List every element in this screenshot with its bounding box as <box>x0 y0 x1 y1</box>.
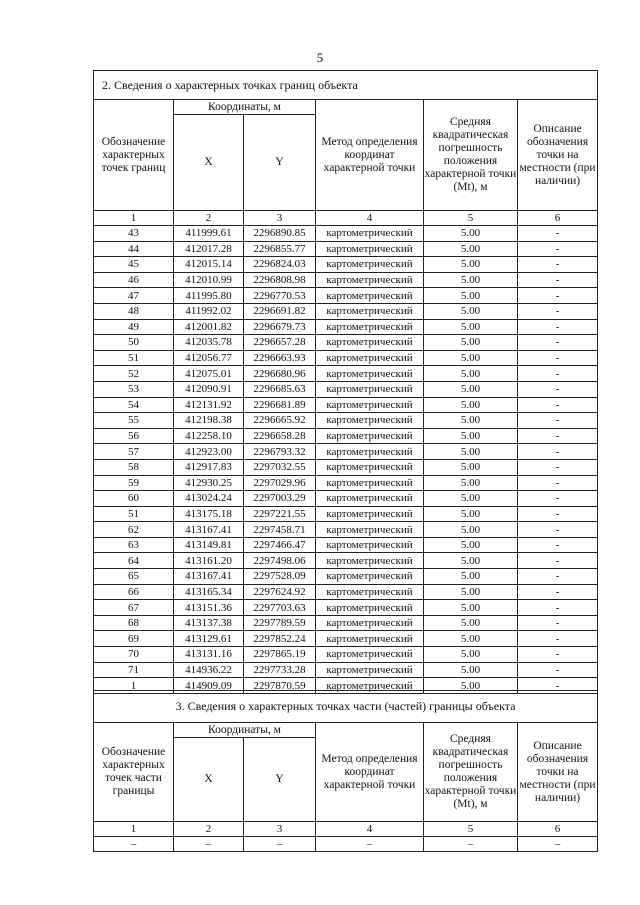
coord-x-cell: 414909.09 <box>174 678 244 694</box>
col-num: 3 <box>244 822 316 837</box>
table-row <box>94 381 598 397</box>
coord-x-cell: 412015.14 <box>174 257 244 273</box>
coord-x-cell: 413149.81 <box>174 537 244 553</box>
description-cell: - <box>518 335 598 351</box>
method-cell: картометрический <box>316 537 424 553</box>
coord-x-cell: 414936.22 <box>174 662 244 678</box>
coord-y-cell: 2296890.85 <box>244 226 316 242</box>
table-row <box>94 319 598 335</box>
error-cell: 5.00 <box>424 459 518 475</box>
description-cell: - <box>518 662 598 678</box>
header-coords: Координаты, м <box>174 100 316 115</box>
point-id-cell: 51 <box>94 350 174 366</box>
description-cell: - <box>518 288 598 304</box>
table-row <box>94 584 598 600</box>
point-id-cell: 44 <box>94 241 174 257</box>
error-cell: 5.00 <box>424 506 518 522</box>
description-cell: - <box>518 350 598 366</box>
method-cell: картометрический <box>316 319 424 335</box>
coord-x-cell: 412131.92 <box>174 397 244 413</box>
method-cell: картометрический <box>316 241 424 257</box>
coord-x-cell: 413151.36 <box>174 600 244 616</box>
header-method: Метод определения координат характерной точки <box>316 100 424 211</box>
col-num: 5 <box>424 822 518 837</box>
coord-y-cell: 2296824.03 <box>244 257 316 273</box>
coord-y-cell: 2296681.89 <box>244 397 316 413</box>
coord-x-cell: 412923.00 <box>174 444 244 460</box>
coord-y-cell: 2296680.96 <box>244 366 316 382</box>
coord-y-cell: 2296691.82 <box>244 303 316 319</box>
error-cell: 5.00 <box>424 241 518 257</box>
coord-x-cell: 412917.83 <box>174 459 244 475</box>
header-method: Метод определения координат характерной точки <box>316 723 424 822</box>
point-id-cell: 56 <box>94 428 174 444</box>
method-cell: картометрический <box>316 444 424 460</box>
boundary-points-table <box>93 70 598 694</box>
method-cell: картометрический <box>316 413 424 429</box>
point-id-cell: 63 <box>94 537 174 553</box>
table-row <box>94 569 598 585</box>
section-3-title: 3. Сведения о характерных точках части (частей) границы объекта <box>94 691 598 723</box>
table-row <box>94 837 598 852</box>
header-coords: Координаты, м <box>174 723 316 738</box>
method-cell: картометрический <box>316 226 424 242</box>
coord-y-cell: 2297852.24 <box>244 631 316 647</box>
table-row <box>94 506 598 522</box>
point-id-cell: 48 <box>94 303 174 319</box>
method-cell: картометрический <box>316 678 424 694</box>
coord-y-cell: 2297003.29 <box>244 491 316 507</box>
coord-y-cell: 2296665.92 <box>244 413 316 429</box>
coord-x-cell: 412090.91 <box>174 381 244 397</box>
method-cell: картометрический <box>316 350 424 366</box>
error-cell: 5.00 <box>424 522 518 538</box>
table-row <box>94 413 598 429</box>
description-cell: - <box>518 553 598 569</box>
table-row <box>94 553 598 569</box>
coord-y-cell: 2297498.06 <box>244 553 316 569</box>
header-point: Обозначение характерных точек границ <box>94 100 174 211</box>
coord-y-cell: 2296663.93 <box>244 350 316 366</box>
description-cell: - <box>518 381 598 397</box>
coord-x-cell: 413131.16 <box>174 647 244 663</box>
error-cell: 5.00 <box>424 226 518 242</box>
description-cell: - <box>518 444 598 460</box>
point-id-cell: 50 <box>94 335 174 351</box>
coord-x-cell: 413129.61 <box>174 631 244 647</box>
table-row <box>94 647 598 663</box>
point-id-cell: 60 <box>94 491 174 507</box>
coord-x-cell: 412017.28 <box>174 241 244 257</box>
table-row <box>94 491 598 507</box>
method-cell: картометрический <box>316 522 424 538</box>
error-cell: 5.00 <box>424 444 518 460</box>
table-row <box>94 631 598 647</box>
method-cell: картометрический <box>316 615 424 631</box>
method-cell: картометрический <box>316 366 424 382</box>
error-cell: 5.00 <box>424 615 518 631</box>
table-row <box>94 397 598 413</box>
header-error: Средняя квадратическая погрешность положения характерной точки (Mt), м <box>424 723 518 822</box>
table-row <box>94 537 598 553</box>
coord-x-cell: 411992.02 <box>174 303 244 319</box>
point-id-cell: 71 <box>94 662 174 678</box>
error-cell: 5.00 <box>424 647 518 663</box>
method-cell: картометрический <box>316 475 424 491</box>
col-num: 2 <box>174 211 244 226</box>
table-row <box>94 615 598 631</box>
coord-y-cell: 2297733.28 <box>244 662 316 678</box>
error-cell: 5.00 <box>424 475 518 491</box>
error-cell: 5.00 <box>424 553 518 569</box>
col-num: 6 <box>518 822 598 837</box>
error-cell: 5.00 <box>424 491 518 507</box>
point-id-cell: 69 <box>94 631 174 647</box>
error-cell: 5.00 <box>424 303 518 319</box>
header-y: Y <box>244 115 316 211</box>
point-id-cell: 55 <box>94 413 174 429</box>
coord-x-cell: 411999.61 <box>174 226 244 242</box>
description-cell: - <box>518 537 598 553</box>
description-cell: - <box>518 428 598 444</box>
description-cell: - <box>518 569 598 585</box>
table-row <box>94 335 598 351</box>
coord-x-cell: – <box>174 837 244 852</box>
coord-y-cell: 2297029.96 <box>244 475 316 491</box>
header-description: Описание обозначения точки на местности (при наличии) <box>518 723 598 822</box>
coord-y-cell: 2296808.98 <box>244 272 316 288</box>
point-id-cell: 67 <box>94 600 174 616</box>
table-row <box>94 662 598 678</box>
error-cell: 5.00 <box>424 600 518 616</box>
method-cell: картометрический <box>316 257 424 273</box>
coord-y-cell: 2296657.28 <box>244 335 316 351</box>
coord-x-cell: 412075.01 <box>174 366 244 382</box>
point-id-cell: 64 <box>94 553 174 569</box>
error-cell: – <box>424 837 518 852</box>
table-row <box>94 366 598 382</box>
point-id-cell: 53 <box>94 381 174 397</box>
description-cell: - <box>518 257 598 273</box>
coord-y-cell: 2297870.59 <box>244 678 316 694</box>
table-row <box>94 241 598 257</box>
header-point: Обозначение характерных точек части границы <box>94 723 174 822</box>
method-cell: картометрический <box>316 272 424 288</box>
header-description: Описание обозначения точки на местности (при наличии) <box>518 100 598 211</box>
coord-y-cell: 2297624.92 <box>244 584 316 600</box>
point-id-cell: 46 <box>94 272 174 288</box>
table-row <box>94 522 598 538</box>
coord-y-cell: 2296658.28 <box>244 428 316 444</box>
error-cell: 5.00 <box>424 366 518 382</box>
table-row <box>94 257 598 273</box>
description-cell: - <box>518 522 598 538</box>
coord-x-cell: 413167.41 <box>174 522 244 538</box>
coord-y-cell: 2297789.59 <box>244 615 316 631</box>
description-cell: - <box>518 475 598 491</box>
description-cell: - <box>518 491 598 507</box>
description-cell: - <box>518 272 598 288</box>
point-id-cell: 52 <box>94 366 174 382</box>
point-id-cell: 65 <box>94 569 174 585</box>
col-num: 5 <box>424 211 518 226</box>
error-cell: 5.00 <box>424 428 518 444</box>
description-cell: - <box>518 600 598 616</box>
table-row <box>94 428 598 444</box>
coord-x-cell: 411995.80 <box>174 288 244 304</box>
description-cell: - <box>518 631 598 647</box>
table-row <box>94 600 598 616</box>
coord-x-cell: 412258.10 <box>174 428 244 444</box>
method-cell: картометрический <box>316 459 424 475</box>
method-cell: картометрический <box>316 553 424 569</box>
method-cell: картометрический <box>316 662 424 678</box>
point-id-cell: 1 <box>94 678 174 694</box>
point-id-cell: 54 <box>94 397 174 413</box>
error-cell: 5.00 <box>424 335 518 351</box>
col-num: 2 <box>174 822 244 837</box>
column-number-row <box>94 211 598 226</box>
coord-y-cell: 2297458.71 <box>244 522 316 538</box>
error-cell: 5.00 <box>424 678 518 694</box>
method-cell: картометрический <box>316 569 424 585</box>
table-row <box>94 272 598 288</box>
coord-x-cell: 413161.20 <box>174 553 244 569</box>
point-id-cell: 58 <box>94 459 174 475</box>
coord-y-cell: 2297865.19 <box>244 647 316 663</box>
error-cell: 5.00 <box>424 319 518 335</box>
header-y: Y <box>244 738 316 822</box>
header-x: X <box>174 738 244 822</box>
coord-x-cell: 412001.82 <box>174 319 244 335</box>
coord-y-cell: 2297032.55 <box>244 459 316 475</box>
table-row <box>94 350 598 366</box>
description-cell: - <box>518 413 598 429</box>
description-cell: - <box>518 506 598 522</box>
description-cell: - <box>518 459 598 475</box>
method-cell: картометрический <box>316 335 424 351</box>
description-cell: - <box>518 647 598 663</box>
coord-y-cell: 2296685.63 <box>244 381 316 397</box>
point-id-cell: 59 <box>94 475 174 491</box>
coord-x-cell: 413167.41 <box>174 569 244 585</box>
point-id-cell: 49 <box>94 319 174 335</box>
coord-x-cell: 412198.38 <box>174 413 244 429</box>
coord-x-cell: 413024.24 <box>174 491 244 507</box>
header-error: Средняя квадратическая погрешность положения характерной точки (Mt), м <box>424 100 518 211</box>
col-num: 1 <box>94 211 174 226</box>
error-cell: 5.00 <box>424 537 518 553</box>
method-cell: картометрический <box>316 600 424 616</box>
description-cell: - <box>518 397 598 413</box>
error-cell: 5.00 <box>424 569 518 585</box>
method-cell: картометрический <box>316 303 424 319</box>
description-cell: - <box>518 303 598 319</box>
part-boundary-points-table <box>93 690 598 852</box>
point-id-cell: 47 <box>94 288 174 304</box>
point-id-cell: 70 <box>94 647 174 663</box>
coord-x-cell: 412010.99 <box>174 272 244 288</box>
col-num: 4 <box>316 211 424 226</box>
coord-y-cell: 2297221.55 <box>244 506 316 522</box>
point-id-cell: 43 <box>94 226 174 242</box>
description-cell: – <box>518 837 598 852</box>
coord-x-cell: 412035.78 <box>174 335 244 351</box>
method-cell: картометрический <box>316 491 424 507</box>
error-cell: 5.00 <box>424 413 518 429</box>
coord-y-cell: 2296679.73 <box>244 319 316 335</box>
description-cell: - <box>518 615 598 631</box>
coord-x-cell: 413137.38 <box>174 615 244 631</box>
column-number-row <box>94 822 598 837</box>
table-row <box>94 459 598 475</box>
method-cell: картометрический <box>316 584 424 600</box>
method-cell: – <box>316 837 424 852</box>
method-cell: картометрический <box>316 428 424 444</box>
table-row <box>94 288 598 304</box>
error-cell: 5.00 <box>424 381 518 397</box>
method-cell: картометрический <box>316 288 424 304</box>
coord-x-cell: 413165.34 <box>174 584 244 600</box>
coord-y-cell: 2296793.32 <box>244 444 316 460</box>
col-num: 1 <box>94 822 174 837</box>
error-cell: 5.00 <box>424 662 518 678</box>
coord-x-cell: 413175.18 <box>174 506 244 522</box>
point-id-cell: 57 <box>94 444 174 460</box>
method-cell: картометрический <box>316 397 424 413</box>
coord-y-cell: 2296770.53 <box>244 288 316 304</box>
point-id-cell: 51 <box>94 506 174 522</box>
error-cell: 5.00 <box>424 257 518 273</box>
description-cell: - <box>518 584 598 600</box>
point-id-cell: 45 <box>94 257 174 273</box>
description-cell: - <box>518 226 598 242</box>
method-cell: картометрический <box>316 647 424 663</box>
coord-y-cell: – <box>244 837 316 852</box>
page-number: 5 <box>316 50 324 65</box>
table-row <box>94 303 598 319</box>
table-row <box>94 226 598 242</box>
error-cell: 5.00 <box>424 584 518 600</box>
coord-y-cell: 2297466.47 <box>244 537 316 553</box>
table-row <box>94 444 598 460</box>
header-x: X <box>174 115 244 211</box>
coord-y-cell: 2297528.09 <box>244 569 316 585</box>
error-cell: 5.00 <box>424 397 518 413</box>
description-cell: - <box>518 241 598 257</box>
description-cell: - <box>518 678 598 694</box>
section-2-title: 2. Сведения о характерных точках границ объекта <box>94 71 598 100</box>
error-cell: 5.00 <box>424 272 518 288</box>
point-id-cell: 66 <box>94 584 174 600</box>
error-cell: 5.00 <box>424 288 518 304</box>
col-num: 6 <box>518 211 598 226</box>
method-cell: картометрический <box>316 631 424 647</box>
table-row <box>94 475 598 491</box>
error-cell: 5.00 <box>424 350 518 366</box>
description-cell: - <box>518 319 598 335</box>
coord-y-cell: 2296855.77 <box>244 241 316 257</box>
col-num: 4 <box>316 822 424 837</box>
method-cell: картометрический <box>316 381 424 397</box>
col-num: 3 <box>244 211 316 226</box>
description-cell: - <box>518 366 598 382</box>
coord-x-cell: 412056.77 <box>174 350 244 366</box>
error-cell: 5.00 <box>424 631 518 647</box>
point-id-cell: 62 <box>94 522 174 538</box>
point-id-cell: – <box>94 837 174 852</box>
point-id-cell: 68 <box>94 615 174 631</box>
coord-y-cell: 2297703.63 <box>244 600 316 616</box>
coord-x-cell: 412930.25 <box>174 475 244 491</box>
method-cell: картометрический <box>316 506 424 522</box>
